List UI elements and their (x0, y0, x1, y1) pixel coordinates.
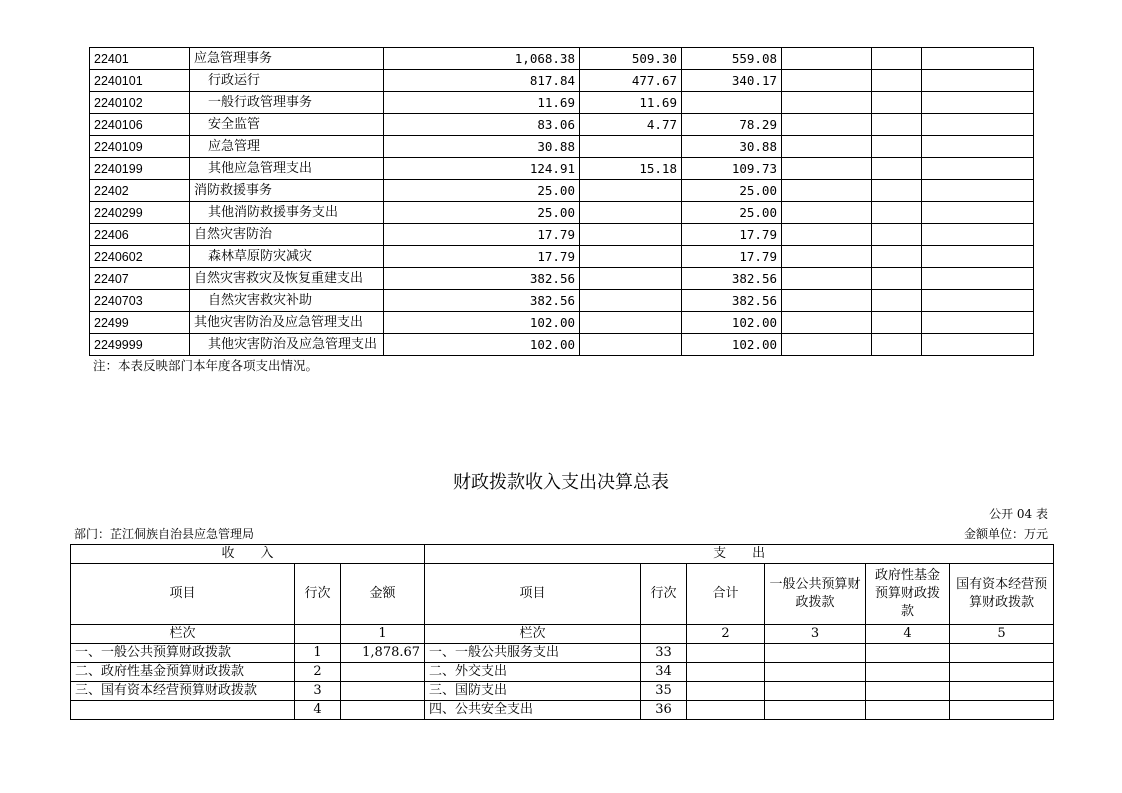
row-empty (872, 290, 922, 312)
row-name: 其他灾害防治及应急管理支出 (190, 312, 384, 334)
row-name: 自然灾害救灾补助 (190, 290, 384, 312)
table-row (90, 290, 1034, 312)
row-project: 17.79 (682, 246, 782, 268)
row-name: 其他灾害防治及应急管理支出 (190, 334, 384, 356)
expense-state (950, 644, 1054, 663)
row-empty (782, 246, 872, 268)
row-empty (922, 334, 1034, 356)
row-code: 2240109 (90, 136, 190, 158)
row-name: 应急管理事务 (190, 48, 384, 70)
section-header-row (71, 545, 1054, 564)
col-expense-item: 项目 (425, 564, 641, 625)
row-name: 其他消防救援事务支出 (190, 202, 384, 224)
row-empty (922, 136, 1034, 158)
row-code: 2240703 (90, 290, 190, 312)
row-empty (782, 114, 872, 136)
income-row-no: 4 (295, 701, 341, 720)
table-row (71, 701, 1054, 720)
col-state-capital: 国有资本经营预算财政拨款 (950, 564, 1054, 625)
row-empty (782, 290, 872, 312)
row-code: 22406 (90, 224, 190, 246)
expense-row-no: 35 (641, 682, 687, 701)
row-empty (922, 48, 1034, 70)
row-project: 382.56 (682, 290, 782, 312)
row-name: 安全监管 (190, 114, 384, 136)
row-total: 382.56 (384, 268, 580, 290)
row-basic: 509.30 (580, 48, 682, 70)
expense-state (950, 701, 1054, 720)
income-item: 二、政府性基金预算财政拨款 (71, 663, 295, 682)
row-total: 17.79 (384, 224, 580, 246)
income-item (71, 701, 295, 720)
income-row-no: 2 (295, 663, 341, 682)
income-amount (341, 682, 425, 701)
table-row (90, 114, 1034, 136)
row-empty (922, 202, 1034, 224)
row-empty (922, 114, 1034, 136)
row-empty (782, 158, 872, 180)
table-row (90, 180, 1034, 202)
index-4: 4 (866, 625, 950, 644)
row-project: 102.00 (682, 312, 782, 334)
expense-general (765, 701, 866, 720)
expense-item: 四、公共安全支出 (425, 701, 641, 720)
expense-fund (866, 644, 950, 663)
expense-fund (866, 682, 950, 701)
index-5: 5 (950, 625, 1054, 644)
row-empty (922, 92, 1034, 114)
expense-total (687, 682, 765, 701)
row-name: 应急管理 (190, 136, 384, 158)
index-2: 2 (687, 625, 765, 644)
income-amount: 1,878.67 (341, 644, 425, 663)
row-empty (922, 224, 1034, 246)
expense-item: 三、国防支出 (425, 682, 641, 701)
row-project: 340.17 (682, 70, 782, 92)
row-total: 11.69 (384, 92, 580, 114)
row-empty (922, 246, 1034, 268)
expense-fund (866, 663, 950, 682)
expense-general (765, 663, 866, 682)
income-item: 三、国有资本经营预算财政拨款 (71, 682, 295, 701)
row-total: 30.88 (384, 136, 580, 158)
income-amount (341, 663, 425, 682)
row-basic (580, 136, 682, 158)
row-basic (580, 180, 682, 202)
row-empty (872, 180, 922, 202)
row-empty (782, 180, 872, 202)
row-empty (872, 70, 922, 92)
col-expense-row-no: 行次 (641, 564, 687, 625)
row-project: 382.56 (682, 268, 782, 290)
table-row (90, 334, 1034, 356)
column-header-row (71, 564, 1054, 625)
row-code: 2240602 (90, 246, 190, 268)
expense-total (687, 644, 765, 663)
table-row (90, 202, 1034, 224)
row-empty (922, 180, 1034, 202)
row-empty (872, 268, 922, 290)
expense-fund (866, 701, 950, 720)
row-empty (872, 312, 922, 334)
col-income-amount: 金额 (341, 564, 425, 625)
col-fund-budget: 政府性基金预算财政拨款 (866, 564, 950, 625)
index-3: 3 (765, 625, 866, 644)
row-basic (580, 202, 682, 224)
page-title: 财政拨款收入支出决算总表 (453, 472, 669, 493)
row-empty (872, 158, 922, 180)
row-project: 78.29 (682, 114, 782, 136)
row-total: 1,068.38 (384, 48, 580, 70)
row-project: 109.73 (682, 158, 782, 180)
appropriation-summary-table (70, 544, 1054, 720)
row-basic (580, 268, 682, 290)
income-header: 收 入 (71, 545, 425, 564)
row-code: 22499 (90, 312, 190, 334)
row-empty (782, 48, 872, 70)
expense-item: 二、外交支出 (425, 663, 641, 682)
expense-state (950, 682, 1054, 701)
row-empty (922, 312, 1034, 334)
row-project: 25.00 (682, 180, 782, 202)
table-row (90, 246, 1034, 268)
row-basic (580, 290, 682, 312)
row-empty (872, 48, 922, 70)
row-total: 25.00 (384, 202, 580, 224)
table-row (90, 48, 1034, 70)
row-empty (872, 202, 922, 224)
index-1: 1 (341, 625, 425, 644)
table-row (71, 682, 1054, 701)
form-number: 公开 04 表 (989, 507, 1048, 521)
row-total: 17.79 (384, 246, 580, 268)
row-name: 森林草原防灾减灾 (190, 246, 384, 268)
row-empty (782, 312, 872, 334)
row-empty (782, 70, 872, 92)
income-row-no: 1 (295, 644, 341, 663)
unit-label: 金额单位：万元 (963, 527, 1048, 541)
row-basic: 11.69 (580, 92, 682, 114)
table-note: 注：本表反映部门本年度各项支出情况。 (93, 358, 319, 373)
row-project: 17.79 (682, 224, 782, 246)
row-code: 22402 (90, 180, 190, 202)
table-row (90, 158, 1034, 180)
row-name: 自然灾害救灾及恢复重建支出 (190, 268, 384, 290)
row-project: 559.08 (682, 48, 782, 70)
row-code: 2240102 (90, 92, 190, 114)
row-total: 102.00 (384, 334, 580, 356)
row-empty (922, 268, 1034, 290)
row-code: 22401 (90, 48, 190, 70)
table-row (90, 70, 1034, 92)
col-income-item: 项目 (71, 564, 295, 625)
expense-row-no: 33 (641, 644, 687, 663)
row-empty (782, 268, 872, 290)
column-index-row (71, 625, 1054, 644)
expense-total (687, 701, 765, 720)
row-project: 25.00 (682, 202, 782, 224)
row-code: 2240106 (90, 114, 190, 136)
row-basic (580, 246, 682, 268)
expense-row-no: 34 (641, 663, 687, 682)
row-code: 22407 (90, 268, 190, 290)
income-row-no: 3 (295, 682, 341, 701)
row-name: 一般行政管理事务 (190, 92, 384, 114)
row-empty (782, 92, 872, 114)
row-name: 自然灾害防治 (190, 224, 384, 246)
row-project: 30.88 (682, 136, 782, 158)
income-item: 一、一般公共预算财政拨款 (71, 644, 295, 663)
expense-state (950, 663, 1054, 682)
table-row (90, 136, 1034, 158)
row-name: 行政运行 (190, 70, 384, 92)
department-label: 部门：芷江侗族自治县应急管理局 (74, 527, 255, 541)
row-empty (782, 224, 872, 246)
row-total: 83.06 (384, 114, 580, 136)
row-basic: 15.18 (580, 158, 682, 180)
table-row (71, 663, 1054, 682)
row-project (682, 92, 782, 114)
row-empty (782, 202, 872, 224)
row-name: 消防救援事务 (190, 180, 384, 202)
row-empty (872, 136, 922, 158)
row-empty (922, 70, 1034, 92)
col-income-row-no: 行次 (295, 564, 341, 625)
expense-detail-table (89, 47, 1034, 356)
expense-header: 支 出 (425, 545, 1054, 564)
row-basic (580, 312, 682, 334)
col-total: 合计 (687, 564, 765, 625)
row-basic: 4.77 (580, 114, 682, 136)
row-total: 25.00 (384, 180, 580, 202)
row-code: 2240299 (90, 202, 190, 224)
expense-item: 一、一般公共服务支出 (425, 644, 641, 663)
row-empty (782, 136, 872, 158)
expense-general (765, 682, 866, 701)
row-total: 102.00 (384, 312, 580, 334)
index-label: 栏次 (71, 625, 295, 644)
table-row (90, 92, 1034, 114)
row-basic: 477.67 (580, 70, 682, 92)
table-row (90, 224, 1034, 246)
col-general-budget: 一般公共预算财政拨款 (765, 564, 866, 625)
row-total: 817.84 (384, 70, 580, 92)
row-empty (922, 158, 1034, 180)
table-row (71, 644, 1054, 663)
row-empty (872, 224, 922, 246)
row-code: 2240101 (90, 70, 190, 92)
row-empty (872, 334, 922, 356)
row-empty (922, 290, 1034, 312)
row-empty (872, 114, 922, 136)
row-code: 2249999 (90, 334, 190, 356)
row-name: 其他应急管理支出 (190, 158, 384, 180)
row-basic (580, 334, 682, 356)
table-row (90, 312, 1034, 334)
row-empty (872, 92, 922, 114)
row-total: 382.56 (384, 290, 580, 312)
row-empty (782, 334, 872, 356)
row-total: 124.91 (384, 158, 580, 180)
expense-total (687, 663, 765, 682)
row-code: 2240199 (90, 158, 190, 180)
index-label: 栏次 (425, 625, 641, 644)
income-amount (341, 701, 425, 720)
row-basic (580, 224, 682, 246)
expense-general (765, 644, 866, 663)
row-project: 102.00 (682, 334, 782, 356)
row-empty (872, 246, 922, 268)
table-row (90, 268, 1034, 290)
expense-row-no: 36 (641, 701, 687, 720)
